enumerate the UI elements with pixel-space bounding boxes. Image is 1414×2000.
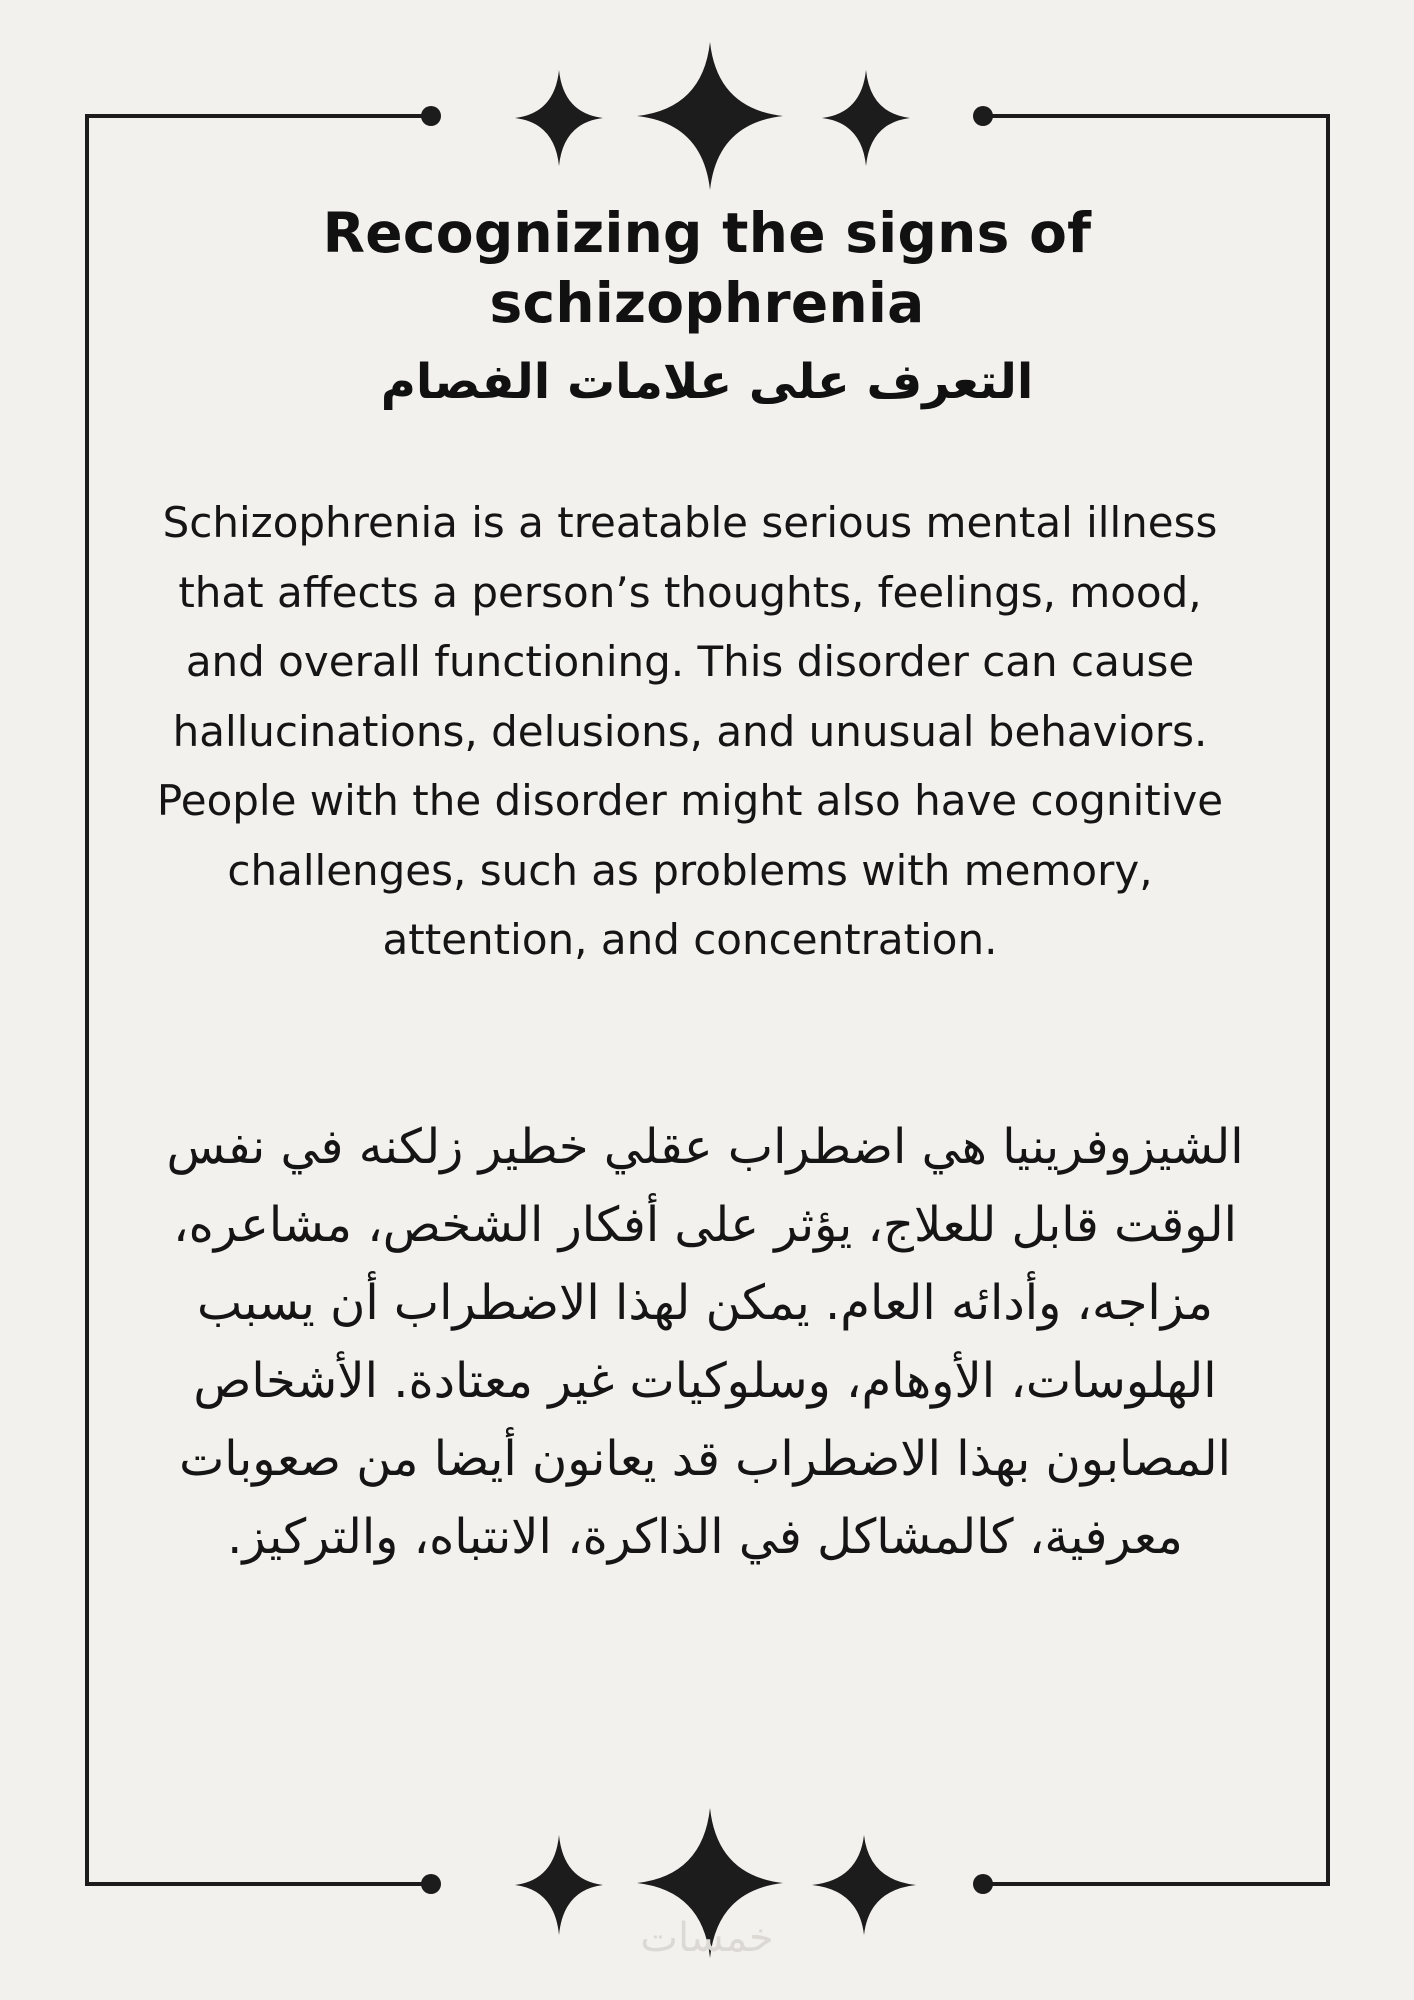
watermark-logo: خمسات	[640, 1915, 774, 1961]
frame-dot-bottom-right	[973, 1874, 993, 1894]
top-right-star-icon	[822, 70, 910, 166]
frame-dot-top-right	[973, 106, 993, 126]
frame-right-line	[1326, 114, 1330, 1886]
frame-dot-top-left	[421, 106, 441, 126]
arabic-paragraph: الشيزوفرينيا هي اضطراب عقلي خطير زلكنه في نفس الوقت قابل للعلاج، يؤثر على أفكار الشخص، مشاعره، مزاجه، وأدائه العام. يمكن لهذا الاضطراب أن يسبب الهلوسات، الأوهام، وسلوكيات غير معتادة. الأشخاص المصابون بهذا الاضطراب قد يعانون أيضا من صعوبات معرفية، كالمشاكل في الذاكرة، الانتباه، والتركيز.	[166, 1119, 1244, 1565]
frame-bottom-left-line	[85, 1882, 432, 1886]
page-title: Recognizing the signs of schizophrenia	[322, 201, 1092, 335]
arabic-title: التعرف على علامات الفصام	[380, 354, 1034, 410]
frame-top-right-line	[984, 114, 1330, 118]
top-left-star-icon	[515, 70, 603, 166]
top-center-star-icon	[637, 42, 783, 190]
frame-bottom-right-line	[984, 1882, 1330, 1886]
english-paragraph: Schizophrenia is a treatable serious mental illness that affects a person’s thoughts, feelings, mood, and overall functioning. This disorder can cause hallucinations, delusions, and unusual behaviors. People with the disorder might also have cognitive challenges, such as problems with memory, attention, and concentration.	[156, 498, 1224, 964]
frame-top-left-line	[85, 114, 432, 118]
frame-left-line	[85, 114, 89, 1886]
frame-dot-bottom-left	[421, 1874, 441, 1894]
